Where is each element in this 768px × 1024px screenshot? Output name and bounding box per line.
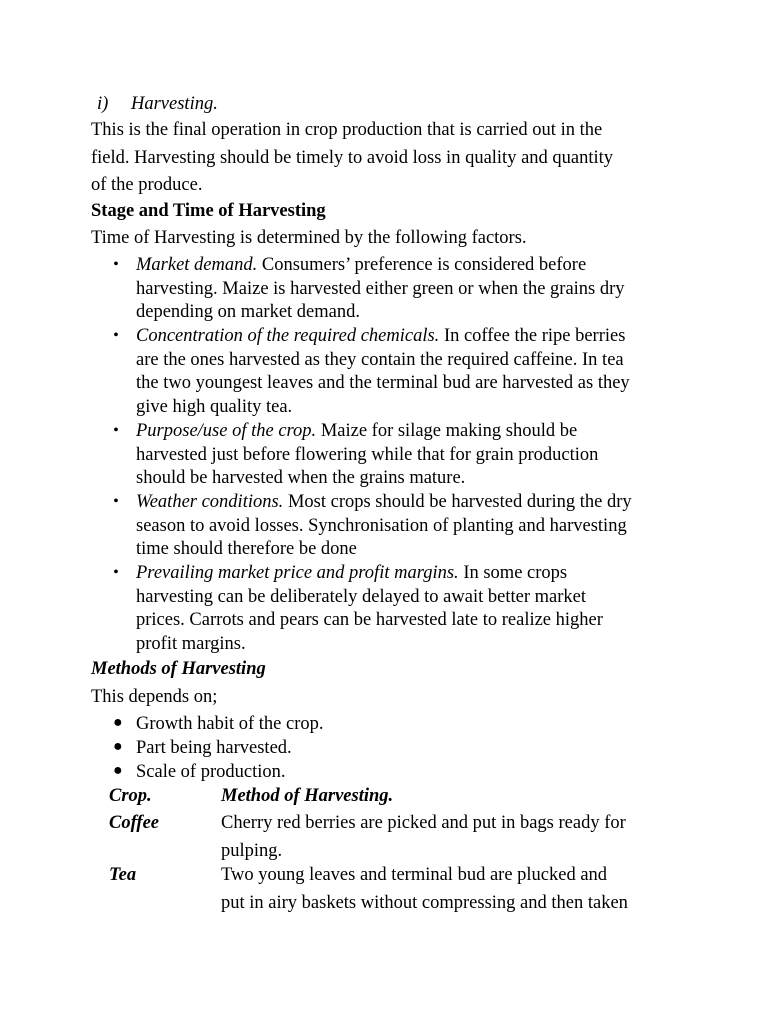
depends-item: Growth habit of the crop. — [136, 714, 324, 734]
factor-term: Purpose/use of the crop. — [136, 421, 317, 441]
factor-item — [136, 420, 598, 491]
factor-text: Most crops should be harvested during the dry — [283, 492, 632, 512]
table-header-method: Method of Harvesting. — [221, 786, 394, 806]
intro-paragraph — [91, 117, 613, 200]
bullet-icon: • — [113, 564, 119, 581]
table-cell-method — [221, 862, 628, 917]
factor-text: harvesting. Maize is harvested either green or when the grains dry — [136, 278, 625, 299]
factor-text: Maize for silage making should be — [316, 421, 578, 441]
method-line: Two young leaves and terminal bud are plucked and — [221, 865, 608, 885]
section-marker: i) — [97, 94, 109, 114]
factor-text: depending on market demand. — [136, 302, 360, 323]
table-header-crop: Crop. — [109, 786, 152, 806]
factor-text: the two youngest leaves and the terminal bud are harvested as they — [136, 373, 630, 394]
factor-text: profit margins. — [136, 634, 246, 655]
factor-text: season to avoid losses. Synchronisation of planting and harvesting — [136, 515, 627, 536]
factor-term: Weather conditions. — [136, 492, 284, 512]
factor-text: harvested just before flowering while that for grain production — [136, 444, 599, 465]
factor-text: In some crops — [458, 563, 568, 583]
factor-text: time should therefore be done — [136, 539, 357, 560]
intro-line: field. Harvesting should be timely to avoid loss in quality and quantity — [91, 147, 614, 168]
factor-item — [136, 254, 625, 325]
factor-term: Prevailing market price and profit margins. — [136, 563, 459, 583]
method-line: Cherry red berries are picked and put in bags ready for — [221, 813, 626, 833]
method-line: put in airy baskets without compressing and then taken — [221, 892, 628, 913]
table-cell-method — [221, 810, 626, 865]
methods-heading: Methods of Harvesting — [91, 659, 266, 679]
factor-item — [136, 562, 603, 657]
depends-item: Scale of production. — [136, 762, 286, 782]
method-line: pulping. — [221, 840, 283, 861]
factor-text: Consumers’ preference is considered before — [257, 255, 587, 275]
bullet-icon: ● — [113, 762, 123, 779]
methods-intro: This depends on; — [91, 687, 218, 707]
bullet-icon: • — [113, 422, 119, 439]
intro-line: of the produce. — [91, 175, 203, 195]
bullet-icon: • — [113, 493, 119, 510]
table-cell-crop: Tea — [109, 865, 137, 885]
factor-text: In coffee the ripe berries — [439, 326, 626, 346]
factor-text: give high quality tea. — [136, 397, 293, 418]
section-title: Harvesting. — [131, 94, 218, 114]
bullet-icon: ● — [113, 714, 123, 731]
factor-text: are the ones harvested as they contain the required caffeine. In tea — [136, 349, 624, 370]
stage-intro: Time of Harvesting is determined by the following factors. — [91, 228, 527, 248]
factor-text: should be harvested when the grains mature. — [136, 468, 466, 489]
stage-heading: Stage and Time of Harvesting — [91, 201, 326, 221]
factor-item — [136, 325, 630, 420]
factor-term: Market demand. — [136, 255, 258, 275]
factor-term: Concentration of the required chemicals. — [136, 326, 440, 346]
table-cell-crop: Coffee — [109, 813, 159, 833]
factor-item — [136, 491, 632, 562]
bullet-icon: • — [113, 256, 119, 273]
bullet-icon: • — [113, 327, 119, 344]
factor-text: prices. Carrots and pears can be harvested late to realize higher — [136, 610, 603, 631]
bullet-icon: ● — [113, 738, 123, 755]
factor-text: harvesting can be deliberately delayed to await better market — [136, 586, 586, 607]
depends-item: Part being harvested. — [136, 738, 292, 758]
intro-line: This is the final operation in crop production that is carried out in the — [91, 120, 603, 140]
